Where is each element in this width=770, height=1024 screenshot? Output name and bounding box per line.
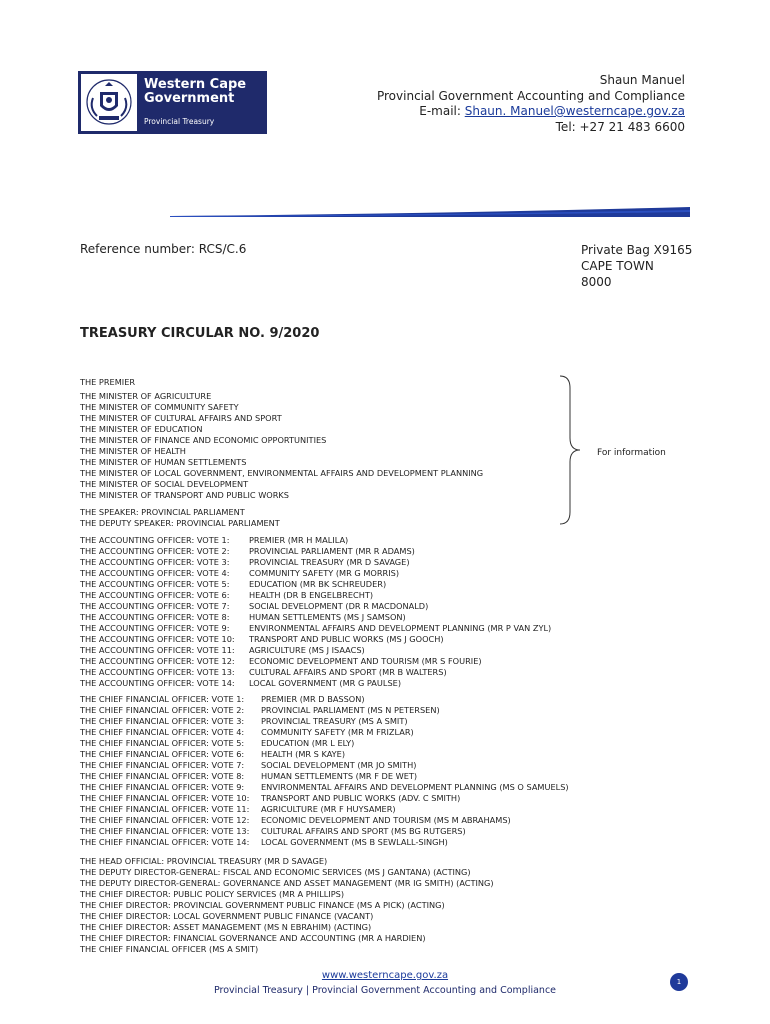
table-row bbox=[80, 678, 720, 689]
logo-department: Provincial Treasury bbox=[144, 117, 215, 126]
footer-website bbox=[0, 970, 770, 981]
department-name: PROVINCIAL TREASURY (MR D SAVAGE) bbox=[249, 557, 410, 567]
vote-label: THE ACCOUNTING OFFICER: VOTE 2: bbox=[80, 546, 230, 556]
distribution-line: THE CHIEF DIRECTOR: PUBLIC POLICY SERVICES (MR A PHILLIPS) bbox=[80, 889, 345, 899]
distribution-line: THE MINISTER OF LOCAL GOVERNMENT, ENVIRONMENTAL AFFAIRS AND DEVELOPMENT PLANNING bbox=[80, 468, 484, 478]
table-row bbox=[80, 557, 720, 568]
address-line: CAPE TOWN bbox=[581, 259, 654, 273]
western-cape-government-logo bbox=[78, 71, 267, 134]
distribution-line: THE MINISTER OF COMMUNITY SAFETY bbox=[80, 402, 239, 412]
distribution-speakers bbox=[80, 507, 720, 529]
department-name: ENVIRONMENTAL AFFAIRS AND DEVELOPMENT PLANNING (MR P VAN ZYL) bbox=[249, 623, 552, 633]
department-name: LOCAL GOVERNMENT (MS B SEWLALL-SINGH) bbox=[261, 837, 448, 847]
table-row bbox=[80, 782, 720, 793]
address-line: 8000 bbox=[581, 275, 612, 289]
table-row bbox=[80, 546, 720, 557]
distribution-line: THE CHIEF DIRECTOR: LOCAL GOVERNMENT PUBLIC FINANCE (VACANT) bbox=[80, 911, 374, 921]
distribution-line: THE CHIEF DIRECTOR: ASSET MANAGEMENT (MS N EBRAHIM) (ACTING) bbox=[80, 922, 372, 932]
table-row bbox=[80, 727, 720, 738]
distribution-line: THE SPEAKER: PROVINCIAL PARLIAMENT bbox=[80, 507, 245, 517]
contact-email-line bbox=[377, 104, 685, 120]
vote-label: THE ACCOUNTING OFFICER: VOTE 9: bbox=[80, 623, 230, 633]
department-name: PROVINCIAL PARLIAMENT (MR R ADAMS) bbox=[249, 546, 415, 556]
distribution-ministers bbox=[80, 377, 720, 501]
vote-label: THE ACCOUNTING OFFICER: VOTE 4: bbox=[80, 568, 230, 578]
table-row bbox=[80, 694, 720, 705]
department-name: EDUCATION (MR L ELY) bbox=[261, 738, 355, 748]
coat-of-arms bbox=[81, 74, 137, 131]
department-name: ENVIRONMENTAL AFFAIRS AND DEVELOPMENT PLANNING (MS O SAMUELS) bbox=[261, 782, 569, 792]
reference-number: Reference number: RCS/C.6 bbox=[80, 242, 247, 256]
email-link[interactable]: Shaun. Manuel@westerncape.gov.za bbox=[464, 104, 685, 118]
distribution-line: THE MINISTER OF HUMAN SETTLEMENTS bbox=[80, 457, 247, 467]
vote-label: THE ACCOUNTING OFFICER: VOTE 6: bbox=[80, 590, 230, 600]
vote-label: THE CHIEF FINANCIAL OFFICER: VOTE 12: bbox=[80, 815, 250, 825]
table-row bbox=[80, 535, 720, 546]
vote-label: THE ACCOUNTING OFFICER: VOTE 10: bbox=[80, 634, 235, 644]
department-name: HEALTH (DR B ENGELBRECHT) bbox=[249, 590, 374, 600]
vote-label: THE CHIEF FINANCIAL OFFICER: VOTE 11: bbox=[80, 804, 250, 814]
contact-block bbox=[377, 73, 685, 135]
department-name: PROVINCIAL PARLIAMENT (MS N PETERSEN) bbox=[261, 705, 440, 715]
department-name: CULTURAL AFFAIRS AND SPORT (MR B WALTERS) bbox=[249, 667, 447, 677]
distribution-treasury-officials bbox=[80, 856, 720, 955]
vote-label: THE ACCOUNTING OFFICER: VOTE 11: bbox=[80, 645, 235, 655]
distribution-line: THE MINISTER OF EDUCATION bbox=[80, 424, 203, 434]
table-row bbox=[80, 815, 720, 826]
distribution-line: THE MINISTER OF AGRICULTURE bbox=[80, 391, 212, 401]
department-name: PROVINCIAL TREASURY (MS A SMIT) bbox=[261, 716, 408, 726]
page-number: 1 bbox=[670, 973, 688, 991]
crest-icon bbox=[85, 78, 133, 127]
table-row bbox=[80, 771, 720, 782]
contact-name: Shaun Manuel bbox=[599, 73, 685, 87]
logo-name bbox=[144, 78, 246, 106]
table-row bbox=[80, 579, 720, 590]
vote-label: THE CHIEF FINANCIAL OFFICER: VOTE 2: bbox=[80, 705, 245, 715]
vote-label: THE CHIEF FINANCIAL OFFICER: VOTE 10: bbox=[80, 793, 250, 803]
table-row bbox=[80, 749, 720, 760]
department-name: EDUCATION (MR BK SCHREUDER) bbox=[249, 579, 387, 589]
vote-label: THE CHIEF FINANCIAL OFFICER: VOTE 9: bbox=[80, 782, 245, 792]
vote-label: THE ACCOUNTING OFFICER: VOTE 5: bbox=[80, 579, 230, 589]
vote-label: THE CHIEF FINANCIAL OFFICER: VOTE 6: bbox=[80, 749, 245, 759]
vote-label: THE CHIEF FINANCIAL OFFICER: VOTE 5: bbox=[80, 738, 245, 748]
table-row bbox=[80, 738, 720, 749]
table-row bbox=[80, 623, 720, 634]
vote-label: THE CHIEF FINANCIAL OFFICER: VOTE 3: bbox=[80, 716, 245, 726]
vote-label: THE ACCOUNTING OFFICER: VOTE 3: bbox=[80, 557, 230, 567]
vote-label: THE CHIEF FINANCIAL OFFICER: VOTE 13: bbox=[80, 826, 250, 836]
table-row bbox=[80, 760, 720, 771]
footer-department: Provincial Treasury | Provincial Government Accounting and Compliance bbox=[213, 985, 557, 996]
distribution-line: THE DEPUTY DIRECTOR-GENERAL: FISCAL AND ECONOMIC SERVICES (MS J GANTANA) (ACTING) bbox=[80, 867, 471, 877]
logo-name-line1: Western Cape bbox=[144, 77, 247, 92]
distribution-line: THE DEPUTY DIRECTOR-GENERAL: GOVERNANCE AND ASSET MANAGEMENT (MR IG SMITH) (ACTING) bbox=[80, 878, 494, 888]
contact-tel: Tel: +27 21 483 6600 bbox=[555, 119, 685, 134]
vote-label: THE ACCOUNTING OFFICER: VOTE 7: bbox=[80, 601, 230, 611]
department-name: PREMIER (MR H MALILA) bbox=[249, 535, 349, 545]
department-name: HUMAN SETTLEMENTS (MS J SAMSON) bbox=[249, 612, 406, 622]
circular-title: TREASURY CIRCULAR NO. 9/2020 bbox=[80, 326, 320, 341]
distribution-line: THE CHIEF DIRECTOR: FINANCIAL GOVERNANCE AND ACCOUNTING (MR A HARDIEN) bbox=[80, 933, 426, 943]
table-row bbox=[80, 645, 720, 656]
header-swoosh bbox=[170, 204, 690, 218]
vote-label: THE CHIEF FINANCIAL OFFICER: VOTE 8: bbox=[80, 771, 245, 781]
vote-label: THE ACCOUNTING OFFICER: VOTE 12: bbox=[80, 656, 235, 666]
distribution-line: THE PREMIER bbox=[80, 377, 136, 387]
table-row bbox=[80, 716, 720, 727]
department-name: AGRICULTURE (MR F HUYSAMER) bbox=[261, 804, 396, 814]
table-row bbox=[80, 667, 720, 678]
distribution-line: THE MINISTER OF CULTURAL AFFAIRS AND SPORT bbox=[80, 413, 282, 423]
table-row bbox=[80, 634, 720, 645]
for-information-label: For information bbox=[597, 448, 666, 458]
department-name: TRANSPORT AND PUBLIC WORKS (ADV. C SMITH) bbox=[261, 793, 461, 803]
department-name: SOCIAL DEVELOPMENT (DR R MACDONALD) bbox=[249, 601, 429, 611]
website-link[interactable]: www.westerncape.gov.za bbox=[321, 970, 449, 981]
department-name: AGRICULTURE (MS J ISAACS) bbox=[249, 645, 365, 655]
vote-label: THE ACCOUNTING OFFICER: VOTE 1: bbox=[80, 535, 230, 545]
department-name: PREMIER (MR D BASSON) bbox=[261, 694, 365, 704]
vote-label: THE CHIEF FINANCIAL OFFICER: VOTE 7: bbox=[80, 760, 245, 770]
distribution-line: THE CHIEF FINANCIAL OFFICER (MS A SMIT) bbox=[80, 944, 259, 954]
vote-label: THE ACCOUNTING OFFICER: VOTE 13: bbox=[80, 667, 235, 677]
contact-unit: Provincial Government Accounting and Compliance bbox=[376, 88, 685, 103]
distribution-line: THE CHIEF DIRECTOR: PROVINCIAL GOVERNMENT PUBLIC FINANCE (MS A PICK) (ACTING) bbox=[80, 900, 445, 910]
department-name: CULTURAL AFFAIRS AND SPORT (MS BG RUTGERS) bbox=[261, 826, 466, 836]
email-label: E-mail: bbox=[419, 104, 465, 118]
vote-label: THE CHIEF FINANCIAL OFFICER: VOTE 14: bbox=[80, 837, 250, 847]
table-row bbox=[80, 826, 720, 837]
table-row bbox=[80, 656, 720, 667]
distribution-line: THE DEPUTY SPEAKER: PROVINCIAL PARLIAMENT bbox=[80, 518, 280, 528]
department-name: HEALTH (MR S KAYE) bbox=[261, 749, 346, 759]
table-row bbox=[80, 568, 720, 579]
department-name: ECONOMIC DEVELOPMENT AND TOURISM (MR S FOURIE) bbox=[249, 656, 482, 666]
distribution-accounting-officers bbox=[80, 535, 720, 689]
postal-address bbox=[581, 242, 692, 290]
table-row bbox=[80, 590, 720, 601]
department-name: TRANSPORT AND PUBLIC WORKS (MS J GOOCH) bbox=[249, 634, 444, 644]
department-name: SOCIAL DEVELOPMENT (MR JO SMITH) bbox=[261, 760, 417, 770]
vote-label: THE ACCOUNTING OFFICER: VOTE 14: bbox=[80, 678, 235, 688]
department-name: HUMAN SETTLEMENTS (MR F DE WET) bbox=[261, 771, 418, 781]
distribution-line: THE MINISTER OF SOCIAL DEVELOPMENT bbox=[80, 479, 249, 489]
table-row bbox=[80, 601, 720, 612]
distribution-line: THE MINISTER OF FINANCE AND ECONOMIC OPPORTUNITIES bbox=[80, 435, 327, 445]
distribution-chief-financial-officers bbox=[80, 694, 720, 848]
vote-label: THE CHIEF FINANCIAL OFFICER: VOTE 1: bbox=[80, 694, 245, 704]
table-row bbox=[80, 804, 720, 815]
table-row bbox=[80, 837, 720, 848]
logo-name-line2: Government bbox=[144, 91, 235, 106]
right-brace bbox=[558, 374, 582, 526]
vote-label: THE CHIEF FINANCIAL OFFICER: VOTE 4: bbox=[80, 727, 245, 737]
table-row bbox=[80, 612, 720, 623]
distribution-line: THE HEAD OFFICIAL: PROVINCIAL TREASURY (MR D SAVAGE) bbox=[80, 856, 328, 866]
distribution-line: THE MINISTER OF HEALTH bbox=[80, 446, 186, 456]
department-name: ECONOMIC DEVELOPMENT AND TOURISM (MS M ABRAHAMS) bbox=[261, 815, 511, 825]
department-name: LOCAL GOVERNMENT (MR G PAULSE) bbox=[249, 678, 402, 688]
distribution-line: THE MINISTER OF TRANSPORT AND PUBLIC WORKS bbox=[80, 490, 289, 500]
department-name: COMMUNITY SAFETY (MR M FRIZLAR) bbox=[261, 727, 414, 737]
address-line: Private Bag X9165 bbox=[581, 243, 693, 257]
department-name: COMMUNITY SAFETY (MR G MORRIS) bbox=[249, 568, 400, 578]
table-row bbox=[80, 793, 720, 804]
table-row bbox=[80, 705, 720, 716]
vote-label: THE ACCOUNTING OFFICER: VOTE 8: bbox=[80, 612, 230, 622]
